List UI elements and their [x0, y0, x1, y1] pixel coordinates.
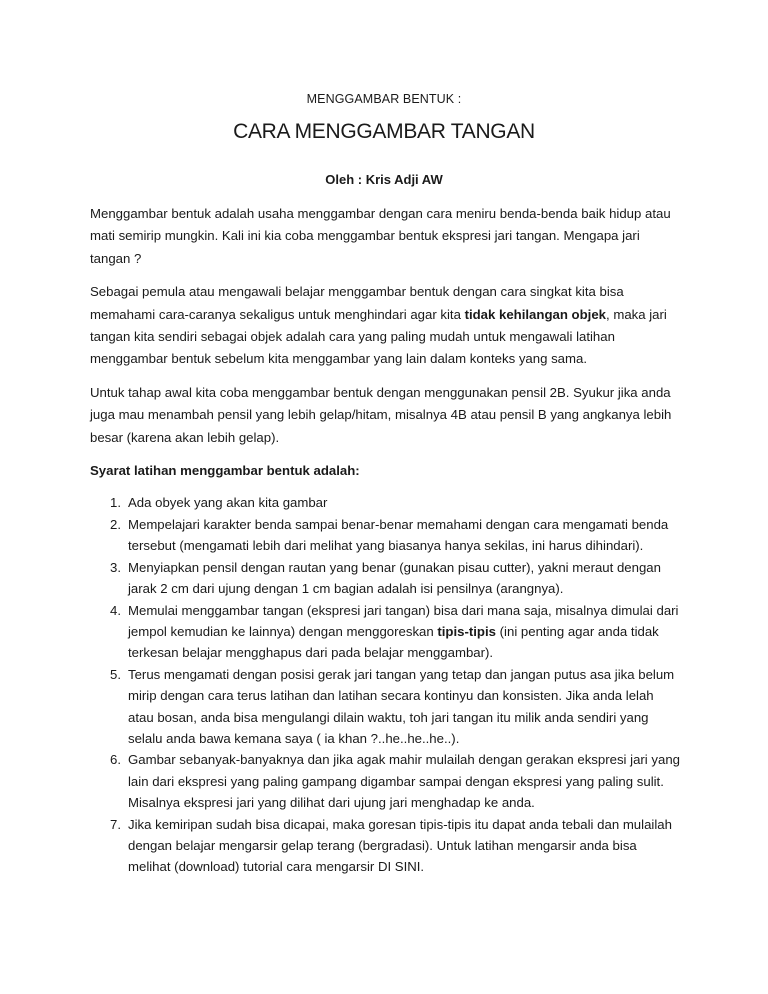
paragraph-beginner [90, 281, 680, 371]
list-item-number: 5. [110, 666, 121, 682]
list-item-text: Menyiapkan pensil dengan rautan yang benar (gunakan pisau cutter), yakni meraut dengan jarak 2 cm dari ujung dengan 1 cm bagian adalah isi pensilnya (arangnya). [128, 559, 661, 597]
list-item [90, 557, 680, 600]
list-item [90, 749, 680, 813]
list-item-text: (ini penting agar anda tidak terkesan belajar mengghapus dari pada belajar menggambar). [128, 623, 659, 661]
list-item [90, 814, 680, 878]
list-item-number: 6. [110, 752, 121, 768]
document-kicker: MENGGAMBAR BENTUK : [306, 92, 462, 106]
paragraph-beginner-text-2: , maka jari tangan kita sendiri sebagai objek adalah cara yang paling mudah untuk mengawali latihan menggambar bentuk sebelum kita menggambar yang lain dalam konteks yang sama. [90, 306, 667, 367]
paragraph-beginner-text-1: Sebagai pemula atau mengawali belajar menggambar bentuk dengan cara singkat kita bisa memahami cara-caranya sekaligus untuk menghindari agar kita [90, 284, 624, 322]
document-byline: Oleh : Kris Adji AW [325, 172, 443, 187]
list-item-number: 7. [110, 816, 121, 832]
document-body [90, 203, 680, 878]
list-item-text: Terus mengamati dengan posisi gerak jari tangan yang tetap dan jangan putus asa jika belum mirip dengan cara terus latihan dan latihan secara kontinyu dan konsisten. Jika anda lelah atau bosan, anda bisa mengulangi dilain waktu, toh jari tangan itu milik anda sendiri yang selalu anda bawa kemana saya ( ia khan ?..he..he..he..). [128, 666, 675, 746]
list-item-number: 1. [110, 495, 121, 511]
list-item-text: Jika kemiripan sudah bisa dicapai, maka goresan tipis-tipis itu dapat anda tebali dan mulailah dengan belajar mengarsir gelap terang (bergradasi). Untuk latihan mengarsir anda bisa melihat (download) tutorial cara mengarsir DI SINI. [128, 816, 672, 875]
requirements-list [90, 492, 680, 877]
list-item-number: 4. [110, 602, 121, 618]
list-item-number: 3. [110, 559, 121, 575]
list-item [90, 664, 680, 750]
list-item-text: Mempelajari karakter benda sampai benar-benar memahami dengan cara mengamati benda tersebut (mengamati lebih dari melihat yang biasanya hanya sekilas, ini harus dihindari). [128, 516, 669, 554]
list-item-text: Ada obyek yang akan kita gambar [128, 495, 328, 511]
list-item [90, 600, 680, 664]
list-item [90, 492, 680, 513]
list-item [90, 514, 680, 557]
list-item-number: 2. [110, 516, 121, 532]
paragraph-intro: Menggambar bentuk adalah usaha menggambar dengan cara meniru benda-benda baik hidup atau mati semirip mungkin. Kali ini kia coba menggambar bentuk ekspresi jari tangan. Mengapa jari tangan ? [90, 206, 671, 266]
list-item-emphasis: tipis-tipis [437, 623, 496, 639]
list-item-text: Memulai menggambar tangan (ekspresi jari tangan) bisa dari mana saja, misalnya dimulai dari jempol kemudian ke lainnya) dengan menggoreskan [128, 602, 679, 639]
list-item-text: Gambar sebanyak-banyaknya dan jika agak mahir mulailah dengan gerakan ekspresi jari yang lain dari ekspresi yang paling gampang digambar sampai dengan ekspresi yang paling sulit. Misalnya ekspresi jari yang dilihat dari ujung jari menghadap ke anda. [128, 752, 680, 811]
paragraph-beginner-emphasis: tidak kehilangan objek [464, 306, 606, 322]
paragraph-pencil: Untuk tahap awal kita coba menggambar bentuk dengan menggunakan pensil 2B. Syukur jika anda juga mau menambah pensil yang lebih gelap/hitam, misalnya 4B atau pensil B yang angkanya lebih besar (karena akan lebih gelap). [90, 384, 672, 445]
list-heading: Syarat latihan menggambar bentuk adalah: [90, 463, 360, 479]
document-title: CARA MENGGAMBAR TANGAN [233, 120, 535, 143]
